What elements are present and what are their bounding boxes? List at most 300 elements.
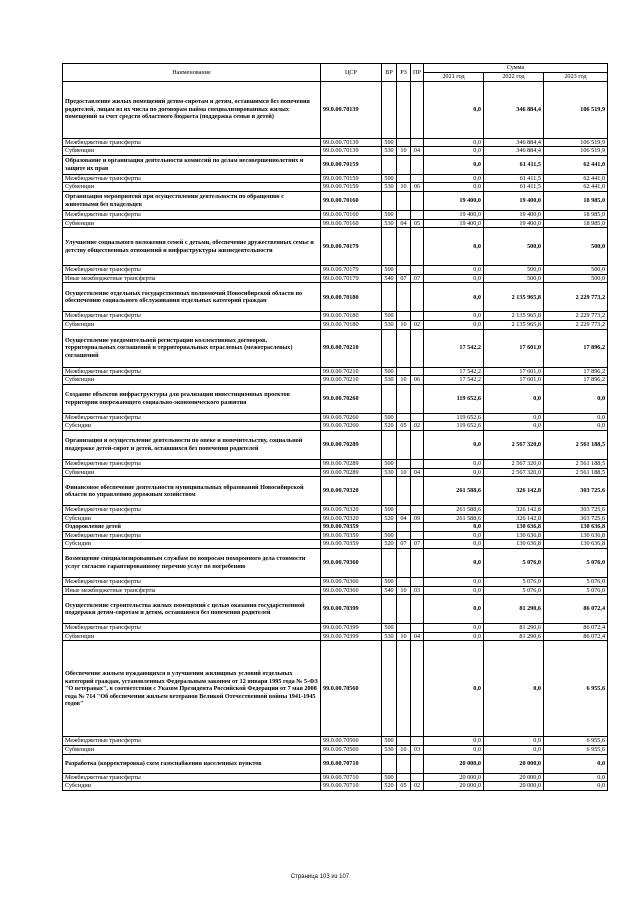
cell-2022: 0,0 [484,413,544,422]
cell-2021: 119 652,6 [424,413,484,422]
cell-csr: 99.0.00.70179 [321,266,382,275]
cell-vr: 530 [382,147,397,156]
table-row-detail [63,376,608,385]
cell-csr: 99.0.00.70159 [321,183,382,192]
cell-2022: 19 400,0 [484,191,544,210]
cell-rz: 07 [397,274,411,283]
cell-2021: 17 542,2 [424,367,484,376]
cell-name: Создание объектов инфраструктуры для реализации инвестиционных проектов территории опережающего социально-экономического развития [63,384,321,413]
cell-pr: 07 [411,274,424,283]
cell-2022: 2 135 965,8 [484,312,544,321]
cell-vr: 500 [382,210,397,219]
page-number: Страница 103 из 107 [290,874,350,880]
cell-rz [397,773,411,782]
cell-2021: 0,0 [424,746,484,755]
cell-csr: 99.0.00.70289 [321,430,382,459]
table-row-program [63,283,608,312]
cell-rz [397,754,411,773]
cell-rz [397,413,411,422]
cell-vr [382,329,397,367]
cell-vr: 500 [382,624,397,633]
cell-name: Финансовое обеспечение деятельности муниципальных образований Новосибирской области по управлению дорожным хозяйством [63,477,321,506]
cell-name: Межбюджетные трансферты [63,266,321,275]
cell-vr: 500 [382,531,397,540]
cell-pr: 04 [411,468,424,477]
cell-csr: 99.0.00.70360 [321,549,382,578]
table-row-detail [63,312,608,321]
cell-rz: 10 [397,468,411,477]
cell-2021: 0,0 [424,540,484,549]
cell-2021: 0,0 [424,183,484,192]
table-row-detail [63,737,608,746]
table-row-detail [63,540,608,549]
cell-2022: 130 636,8 [484,531,544,540]
cell-2022: 61 411,5 [484,183,544,192]
cell-2022: 346 884,4 [484,138,544,147]
table-row-detail [63,274,608,283]
cell-csr: 99.0.00.70560 [321,746,382,755]
cell-pr [411,430,424,459]
cell-vr: 540 [382,274,397,283]
cell-2023: 0,0 [544,773,608,782]
cell-csr: 99.0.00.70289 [321,468,382,477]
cell-name: Субсидии [63,782,321,791]
cell-rz [397,506,411,515]
cell-rz [397,531,411,540]
cell-2022: 20 000,0 [484,754,544,773]
cell-pr [411,384,424,413]
cell-2023: 86 072,4 [544,632,608,641]
cell-2023: 62 441,0 [544,155,608,174]
cell-pr [411,506,424,515]
cell-2023: 17 896,2 [544,376,608,385]
cell-pr: 09 [411,514,424,523]
cell-rz: 04 [397,514,411,523]
cell-vr: 500 [382,174,397,183]
cell-pr: 06 [411,183,424,192]
cell-pr: 06 [411,376,424,385]
cell-pr [411,624,424,633]
table-row-detail [63,219,608,228]
cell-pr: 03 [411,746,424,755]
cell-2023: 0,0 [544,413,608,422]
cell-2023: 86 072,4 [544,595,608,624]
cell-2023: 303 725,6 [544,477,608,506]
cell-rz [397,523,411,532]
cell-2022: 20 000,0 [484,782,544,791]
cell-name: Обеспечение жильем нуждающихся в улучшении жилищных условий отдельных категорий граждан, установленных Федеральным законом от 12 января 1995 года № 5-ФЗ "О ветеранах", в соответствии с Указом Президента Российской Федерации от 7 мая 2008 года № 714 "Об обеспечении жильем ветеранов Великой Отечественной войны 1941-1945 годов" [63,641,321,737]
cell-pr [411,266,424,275]
cell-2021: 0,0 [424,549,484,578]
cell-rz: 10 [397,746,411,755]
cell-2021: 0,0 [424,468,484,477]
cell-2021: 0,0 [424,459,484,468]
cell-pr [411,531,424,540]
table-row-program [63,523,608,532]
cell-pr [411,477,424,506]
cell-2021: 20 000,0 [424,754,484,773]
cell-vr: 500 [382,413,397,422]
cell-csr: 99.0.00.70399 [321,624,382,633]
cell-pr [411,210,424,219]
cell-2023: 130 636,8 [544,523,608,532]
cell-pr: 02 [411,422,424,431]
cell-2023: 130 636,8 [544,540,608,549]
cell-2023: 6 955,6 [544,641,608,737]
cell-2021: 19 400,0 [424,219,484,228]
cell-rz [397,138,411,147]
table-row-program [63,191,608,210]
table-row-program [63,155,608,174]
cell-2021: 20 000,0 [424,773,484,782]
cell-pr [411,754,424,773]
cell-2021: 0,0 [424,430,484,459]
cell-2023: 106 519,9 [544,138,608,147]
cell-vr [382,430,397,459]
cell-rz [397,266,411,275]
header-year-2023: 2023 год [544,73,608,82]
table-row-detail [63,578,608,587]
cell-name: Организация и осуществление деятельности по опеке и попечительству, социальной поддержке детей-сирот и детей, оставшихся без попечения родителей [63,430,321,459]
cell-csr: 99.0.00.70710 [321,782,382,791]
cell-name: Иные межбюджетные трансферты [63,274,321,283]
cell-2021: 119 652,6 [424,384,484,413]
cell-name: Осуществление отдельных государственных полномочий Новосибирской области по обеспечению социального обслуживания отдельных категорий граждан [63,283,321,312]
cell-rz [397,578,411,587]
cell-2023: 2 561 188,5 [544,430,608,459]
table-row-detail [63,632,608,641]
cell-vr [382,549,397,578]
cell-2021: 0,0 [424,632,484,641]
cell-2023: 0,0 [544,422,608,431]
cell-vr: 530 [382,183,397,192]
cell-name: Межбюджетные трансферты [63,174,321,183]
cell-csr: 99.0.00.70180 [321,320,382,329]
cell-rz [397,477,411,506]
cell-name: Межбюджетные трансферты [63,737,321,746]
cell-rz: 04 [397,219,411,228]
cell-pr [411,174,424,183]
cell-2021: 261 588,6 [424,506,484,515]
cell-name: Межбюджетные трансферты [63,210,321,219]
table-row-detail [63,531,608,540]
cell-2022: 5 076,0 [484,586,544,595]
header-csr: ЦСР [321,64,382,82]
cell-pr [411,228,424,266]
cell-2022: 326 142,8 [484,506,544,515]
cell-csr: 99.0.00.70179 [321,228,382,266]
cell-2021: 0,0 [424,312,484,321]
cell-2021: 0,0 [424,174,484,183]
cell-vr [382,384,397,413]
cell-pr: 02 [411,782,424,791]
cell-2023: 2 561 188,5 [544,459,608,468]
cell-name: Субвенции [63,147,321,156]
cell-vr [382,155,397,174]
cell-pr: 05 [411,219,424,228]
cell-2022: 326 142,8 [484,514,544,523]
cell-2021: 0,0 [424,228,484,266]
cell-2021: 0,0 [424,737,484,746]
cell-csr: 99.0.00.70160 [321,219,382,228]
cell-csr: 99.0.00.70139 [321,138,382,147]
cell-name: Субвенции [63,376,321,385]
cell-2022: 346 884,4 [484,147,544,156]
cell-csr: 99.0.00.70360 [321,578,382,587]
cell-2022: 130 636,8 [484,540,544,549]
cell-vr [382,191,397,210]
cell-2022: 61 411,5 [484,155,544,174]
cell-pr [411,81,424,138]
cell-pr [411,737,424,746]
cell-vr: 500 [382,578,397,587]
cell-vr: 530 [382,219,397,228]
cell-vr [382,754,397,773]
table-row-detail [63,320,608,329]
cell-pr [411,549,424,578]
cell-2022: 81 290,6 [484,632,544,641]
cell-2023: 500,0 [544,266,608,275]
table-row-detail [63,422,608,431]
cell-2022: 61 411,5 [484,174,544,183]
cell-pr [411,191,424,210]
cell-2021: 0,0 [424,138,484,147]
cell-vr [382,81,397,138]
cell-rz [397,228,411,266]
cell-name: Субвенции [63,468,321,477]
cell-name: Предоставление жилых помещений детям-сиротам и детям, оставшимся без попечения родителей, лицам из их числа по договорам найма специализированных жилых помещений за счет средств областного бюджета (поддержка семьи и детей) [63,81,321,138]
table-row-detail [63,147,608,156]
cell-2023: 5 076,0 [544,586,608,595]
cell-name: Субвенции [63,746,321,755]
cell-name: Осуществление строительства жилых помещений с целью оказания государственной поддержки детям-сиротам и детям, оставшимся без попечения родителей [63,595,321,624]
table-row-program [63,595,608,624]
cell-rz [397,624,411,633]
cell-2023: 106 519,9 [544,81,608,138]
cell-rz: 07 [397,540,411,549]
cell-csr: 99.0.00.70180 [321,312,382,321]
cell-2022: 17 601,0 [484,376,544,385]
cell-vr [382,641,397,737]
cell-pr [411,459,424,468]
cell-2021: 0,0 [424,81,484,138]
cell-pr [411,578,424,587]
cell-name: Субвенции [63,320,321,329]
cell-pr: 03 [411,586,424,595]
cell-csr: 99.0.00.70260 [321,422,382,431]
cell-name: Межбюджетные трансферты [63,624,321,633]
cell-2023: 2 229 773,2 [544,320,608,329]
table-row-detail [63,773,608,782]
cell-name: Осуществление уведомительной регистрации коллективных договоров, территориальных соглашений и территориальных отраслевых (межотраслевых) соглашений [63,329,321,367]
cell-vr [382,595,397,624]
cell-2023: 500,0 [544,274,608,283]
cell-vr: 530 [382,632,397,641]
cell-rz [397,174,411,183]
cell-2021: 0,0 [424,531,484,540]
cell-vr [382,477,397,506]
cell-csr: 99.0.00.70399 [321,595,382,624]
table-row-program [63,430,608,459]
cell-vr: 530 [382,746,397,755]
cell-csr: 99.0.00.70139 [321,81,382,138]
cell-2021: 0,0 [424,147,484,156]
cell-pr: 02 [411,320,424,329]
table-row-detail [63,183,608,192]
cell-vr: 500 [382,737,397,746]
table-row-detail [63,624,608,633]
cell-csr: 99.0.00.70359 [321,540,382,549]
cell-csr: 99.0.00.70139 [321,147,382,156]
cell-2023: 5 076,0 [544,578,608,587]
cell-2021: 0,0 [424,578,484,587]
cell-rz [397,367,411,376]
cell-2023: 18 985,0 [544,191,608,210]
cell-csr: 99.0.00.70320 [321,477,382,506]
cell-csr: 99.0.00.70710 [321,773,382,782]
cell-rz [397,384,411,413]
cell-name: Субвенции [63,183,321,192]
cell-pr: 04 [411,632,424,641]
cell-pr [411,641,424,737]
table-row-program [63,228,608,266]
cell-2021: 17 542,2 [424,329,484,367]
table-row-detail [63,468,608,477]
cell-rz [397,641,411,737]
cell-2022: 2 135 965,8 [484,320,544,329]
table-row-program [63,754,608,773]
cell-csr: 99.0.00.70710 [321,754,382,773]
cell-vr: 500 [382,459,397,468]
cell-pr [411,595,424,624]
cell-2021: 0,0 [424,283,484,312]
cell-vr: 500 [382,506,397,515]
cell-2021: 0,0 [424,595,484,624]
table-row-detail [63,174,608,183]
cell-csr: 99.0.00.70180 [321,283,382,312]
table-row-detail [63,138,608,147]
cell-pr [411,312,424,321]
cell-name: Межбюджетные трансферты [63,459,321,468]
cell-rz [397,210,411,219]
cell-2022: 500,0 [484,266,544,275]
cell-rz [397,430,411,459]
cell-2022: 2 567 320,0 [484,468,544,477]
cell-2021: 0,0 [424,274,484,283]
cell-2021: 261 588,6 [424,514,484,523]
cell-vr: 500 [382,266,397,275]
cell-2023: 500,0 [544,228,608,266]
cell-rz [397,595,411,624]
header-year-2021: 2021 год [424,73,484,82]
header-name: Наименование [63,64,321,82]
cell-vr: 530 [382,320,397,329]
cell-2022: 19 400,0 [484,219,544,228]
header-vr: ВР [382,64,397,82]
cell-rz: 05 [397,782,411,791]
table-row-detail [63,586,608,595]
cell-name: Межбюджетные трансферты [63,531,321,540]
cell-vr: 500 [382,367,397,376]
cell-2021: 20 000,0 [424,782,484,791]
cell-2023: 2 229 773,2 [544,283,608,312]
cell-name: Оздоровление детей [63,523,321,532]
cell-name: Межбюджетные трансферты [63,367,321,376]
table-row-program [63,641,608,737]
cell-vr: 540 [382,586,397,595]
cell-2022: 5 076,0 [484,549,544,578]
cell-name: Межбюджетные трансферты [63,138,321,147]
table-row-detail [63,210,608,219]
cell-rz [397,312,411,321]
cell-name: Организация мероприятий при осуществлении деятельности по обращению с животными без владельцев [63,191,321,210]
cell-pr: 07 [411,540,424,549]
cell-csr: 99.0.00.70179 [321,274,382,283]
cell-name: Межбюджетные трансферты [63,413,321,422]
cell-2022: 2 567 320,0 [484,430,544,459]
cell-rz [397,459,411,468]
cell-2022: 130 636,8 [484,523,544,532]
cell-2023: 2 561 188,5 [544,468,608,477]
cell-2022: 0,0 [484,737,544,746]
table-row-detail [63,782,608,791]
cell-2023: 0,0 [544,384,608,413]
cell-name: Субсидии [63,514,321,523]
cell-2022: 17 601,0 [484,367,544,376]
cell-pr: 04 [411,147,424,156]
cell-csr: 99.0.00.70159 [321,155,382,174]
table-row-detail [63,266,608,275]
cell-name: Межбюджетные трансферты [63,506,321,515]
cell-2022: 2 567 320,0 [484,459,544,468]
cell-2021: 0,0 [424,523,484,532]
cell-vr: 520 [382,540,397,549]
cell-rz: 10 [397,147,411,156]
cell-csr: 99.0.00.70359 [321,523,382,532]
cell-rz [397,191,411,210]
cell-2023: 86 072,4 [544,624,608,633]
cell-name: Возмещение специализированным службам по вопросам похоронного дела стоимости услуг согласно гарантированному перечню услуг по погребению [63,549,321,578]
cell-2023: 0,0 [544,754,608,773]
cell-pr [411,283,424,312]
cell-2022: 0,0 [484,384,544,413]
cell-2023: 303 725,6 [544,506,608,515]
cell-csr: 99.0.00.70560 [321,641,382,737]
cell-pr [411,413,424,422]
cell-2022: 0,0 [484,746,544,755]
cell-2023: 0,0 [544,782,608,791]
cell-csr: 99.0.00.70560 [321,737,382,746]
cell-rz: 10 [397,320,411,329]
cell-2021: 119 652,6 [424,422,484,431]
cell-2023: 17 896,2 [544,329,608,367]
cell-name: Образование и организация деятельности комиссий по делам несовершеннолетних и защите их прав [63,155,321,174]
cell-vr [382,228,397,266]
cell-pr [411,523,424,532]
cell-csr: 99.0.00.70359 [321,531,382,540]
cell-csr: 99.0.00.70260 [321,413,382,422]
cell-2022: 2 135 965,8 [484,283,544,312]
cell-vr: 530 [382,376,397,385]
cell-2023: 5 076,0 [544,549,608,578]
cell-csr: 99.0.00.70289 [321,459,382,468]
cell-vr: 500 [382,312,397,321]
cell-2022: 5 076,0 [484,578,544,587]
cell-2022: 326 142,8 [484,477,544,506]
cell-2023: 6 955,6 [544,737,608,746]
cell-2022: 19 400,0 [484,210,544,219]
cell-2021: 261 588,6 [424,477,484,506]
